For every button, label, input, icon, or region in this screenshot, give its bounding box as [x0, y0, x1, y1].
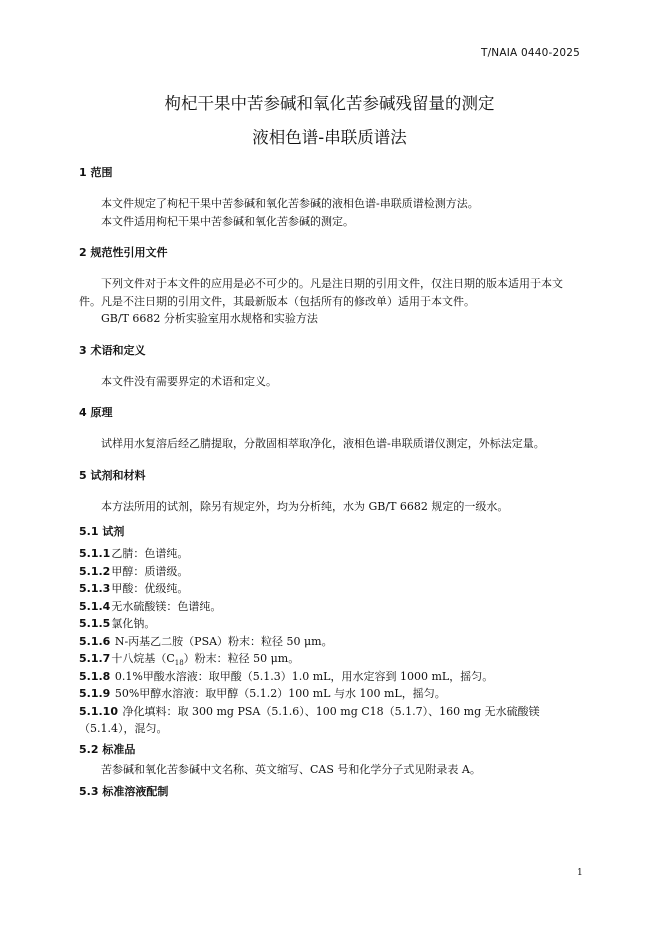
section-5-1-heading: 5.1 试剂: [79, 525, 125, 538]
reagent-item-text: N-丙基乙二胺（PSA）粉末：粒径 50 μm。: [111, 634, 333, 648]
reagent-item: [79, 615, 579, 633]
reagent-item-number: 5.1.5: [79, 617, 111, 630]
reagent-item-text: 无水硫酸镁：色谱纯。: [111, 599, 222, 613]
reagent-item-number: 5.1.1: [79, 547, 111, 560]
section-3-paragraph-1: 本文件没有需要界定的术语和定义。: [101, 374, 277, 388]
reagent-item: [79, 563, 579, 581]
reagent-item-text: 甲酸：优级纯。: [111, 582, 189, 595]
subscript: 18: [174, 659, 184, 668]
reagent-item: [79, 703, 579, 738]
section-3-heading: 3 术语和定义: [79, 343, 146, 357]
section-5-paragraph-1: 本方法所用的试剂，除另有规定外，均为分析纯，水为 GB/T 6682 规定的一级水。: [101, 499, 509, 513]
section-4-heading: 4 原理: [79, 406, 113, 419]
standard-code: T/NAIA 0440-2025: [480, 47, 580, 59]
section-5-3-heading: 5.3 标准溶液配制: [79, 785, 169, 798]
page-number: 1: [577, 868, 583, 878]
reagent-item-text: 甲醇：质谱级。: [111, 564, 189, 578]
reagent-item: [79, 650, 579, 668]
section-1-heading: 1 范围: [79, 166, 113, 179]
reagent-item-number: 5.1.8: [79, 669, 111, 683]
reagent-item-text: 净化填料：取 300 mg PSA（5.1.6）、100 mg C18（5.1.7）、160 mg 无水硫酸镁（5.1.4），混匀。: [79, 704, 540, 735]
section-2-heading: 2 规范性引用文件: [79, 246, 168, 259]
document-body: [79, 166, 579, 799]
reagent-item-number: 5.1.9: [79, 687, 111, 700]
section-5-heading: 5 试剂和材料: [79, 468, 146, 482]
reagent-item-number: 5.1.10: [79, 704, 118, 718]
reagent-item-text: 氯化钠。: [111, 617, 156, 630]
reagent-item-number: 5.1.6: [79, 634, 111, 648]
reagent-item-text: 0.1%甲酸水溶液：取甲酸（5.1.3）1.0 mL，用水定容到 1000 mL，摇匀。: [111, 669, 494, 683]
section-2-paragraph-1: 下列文件对于本文件的应用是必不可少的。凡是注日期的引用文件，仅注日期的版本适用于本文件。凡是不注日期的引用文件，其最新版本（包括所有的修改单）适用于本文件。: [79, 277, 563, 308]
section-5-2-paragraph-1: 苦参碱和氧化苦参碱中文名称、英文缩写、CAS 号和化学分子式见附录表 A。: [101, 762, 481, 776]
document-title-line-1: 枸杞干果中苦参碱和氧化苦参碱残留量的测定: [164, 94, 495, 113]
reagent-item-text: 十八烷基（C: [111, 652, 175, 665]
reagent-item: [79, 598, 579, 616]
reagent-item: [79, 685, 579, 703]
reagent-item-number: 5.1.2: [79, 564, 111, 578]
reagent-item-number: 5.1.4: [79, 599, 111, 613]
reagent-item: [79, 580, 579, 598]
section-1-paragraph-2: 本文件适用枸杞干果中苦参碱和氧化苦参碱的测定。: [101, 214, 354, 228]
reagent-item: [79, 633, 579, 651]
section-1-paragraph-1: 本文件规定了枸杞干果中苦参碱和氧化苦参碱的液相色谱-串联质谱检测方法。: [101, 197, 479, 210]
reagent-item: [79, 545, 579, 563]
section-2-reference: GB/T 6682 分析实验室用水规格和实验方法: [101, 312, 318, 325]
reagent-item-text: 50%甲醇水溶液：取甲醇（5.1.2）100 mL 与水 100 mL，摇匀。: [111, 687, 446, 700]
reagent-item-text: ）粉末：粒径 50 μm。: [183, 652, 300, 665]
reagent-item-number: 5.1.7: [79, 652, 111, 665]
section-5-2-heading: 5.2 标准品: [79, 742, 136, 756]
section-4-paragraph-1: 试样用水复溶后经乙腈提取，分散固相萃取净化，液相色谱-串联质谱仪测定，外标法定量。: [101, 437, 545, 450]
reagent-item-number: 5.1.3: [79, 582, 111, 595]
reagent-item: [79, 668, 579, 686]
document-title-line-2: 液相色谱-串联质谱法: [252, 128, 407, 147]
reagent-item-text: 乙腈：色谱纯。: [111, 547, 189, 560]
